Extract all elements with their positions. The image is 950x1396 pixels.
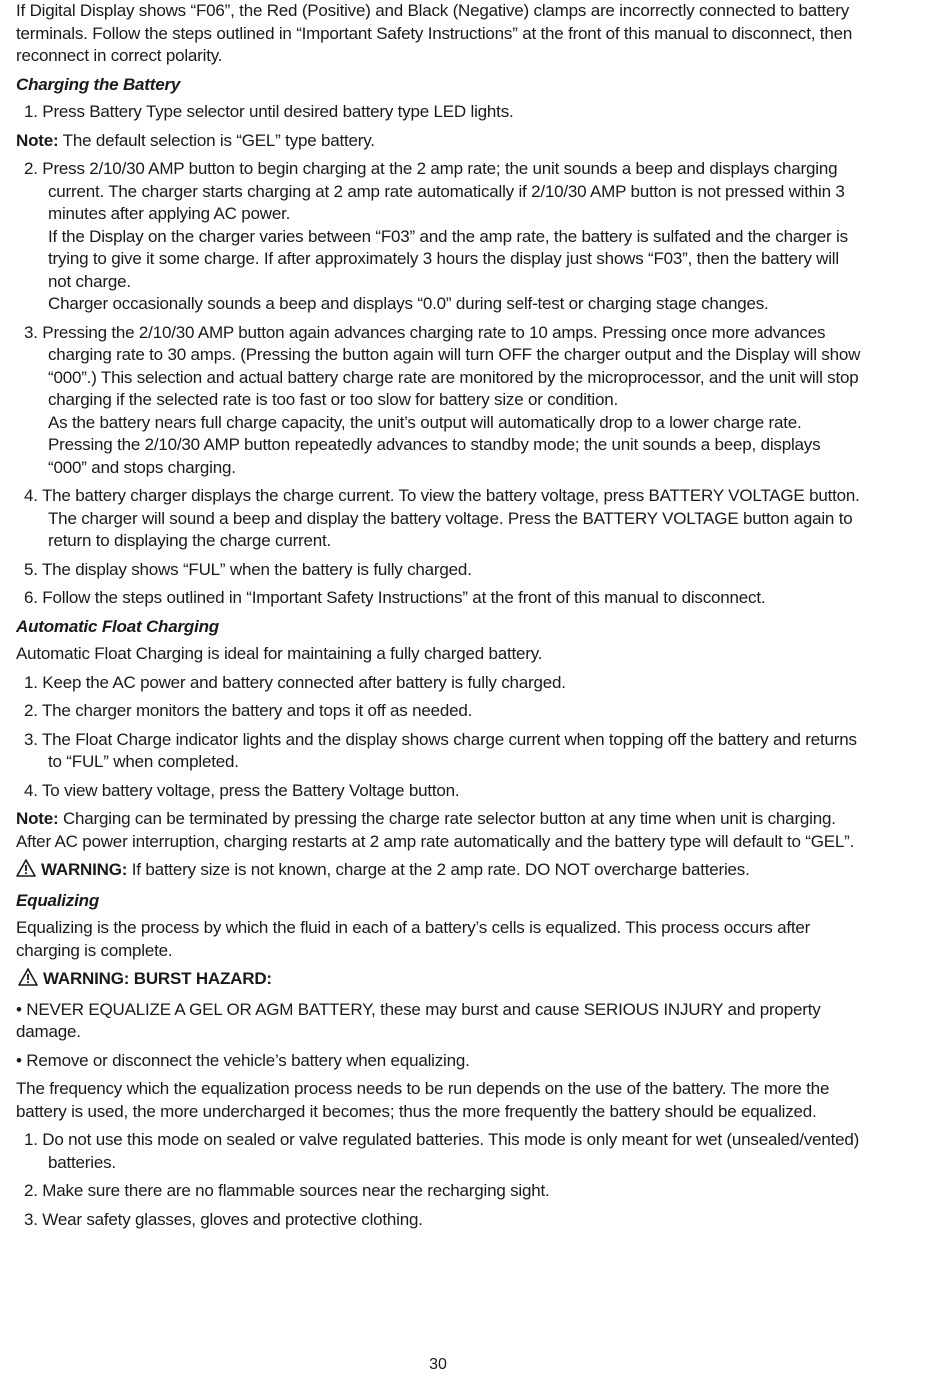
- warning-triangle-icon: [18, 968, 38, 993]
- equalizing-step-3: 3. Wear safety glasses, gloves and protective clothing.: [24, 1209, 423, 1229]
- warning-label: WARNING:: [41, 860, 128, 879]
- charging-note: [16, 130, 862, 153]
- equalizing-bullet-1: • NEVER EQUALIZE A GEL OR AGM BATTERY, these may burst and cause SERIOUS INJURY and property damage.: [16, 999, 821, 1041]
- charging-heading: Charging the Battery: [16, 74, 181, 94]
- float-note: [16, 808, 862, 853]
- equalizing-section: [16, 890, 862, 1232]
- note-text: The default selection is “GEL” type battery.: [58, 130, 375, 150]
- equalizing-frequency: The frequency which the equalization process needs to be run depends on the use of the battery. The more the battery is used, the more undercharged it becomes; thus the more frequently the battery should be equalized.: [16, 1079, 830, 1121]
- equalizing-bullet-2: • Remove or disconnect the vehicle’s battery when equalizing.: [16, 1050, 470, 1070]
- charging-step-3-para-3: Pressing the 2/10/30 AMP button repeatedly advances to standby mode; the unit sounds a beep, displays “000” and stops charging.: [48, 435, 821, 477]
- charging-step-2-para-3: Charger occasionally sounds a beep and displays “0.0” during self-test or charging stage changes.: [48, 294, 769, 313]
- equalizing-intro: Equalizing is the process by which the fluid in each of a battery’s cells is equalized. This process occurs after charging is complete.: [16, 918, 811, 960]
- note-text: Charging can be terminated by pressing the charge rate selector button at any time when unit is charging. After AC power interruption, charging restarts at 2 amp rate automatically and the battery type will default to “GEL”.: [16, 809, 855, 851]
- float-step-3: 3. The Float Charge indicator lights and the display shows charge current when topping off the battery and returns to “FUL” when completed.: [24, 729, 857, 771]
- float-intro: Automatic Float Charging is ideal for maintaining a fully charged battery.: [16, 644, 543, 663]
- float-step-2: 2. The charger monitors the battery and tops it off as needed.: [24, 701, 473, 720]
- float-heading: Automatic Float Charging: [16, 616, 219, 636]
- warning-text: If battery size is not known, charge at the 2 amp rate. DO NOT overcharge batteries.: [127, 860, 750, 879]
- charging-step-2-para-2: If the Display on the charger varies between “F03” and the amp rate, the battery is sulfated and the charger is trying to give it some charge. If after approximately 3 hours the display just shows “F03”, then the battery will not charge.: [48, 226, 848, 291]
- charging-step-1: 1. Press Battery Type selector until desired battery type LED lights.: [24, 102, 514, 121]
- note-label: Note:: [16, 130, 59, 150]
- equalizing-step-2: 2. Make sure there are no flammable sources near the recharging sight.: [24, 1181, 550, 1200]
- charging-step-3-para-2: As the battery nears full charge capacity, the unit’s output will automatically drop to a lower charge rate.: [48, 412, 802, 432]
- page-number: 30: [429, 1356, 447, 1373]
- manual-page: [16, 0, 862, 1237]
- float-step-1: 1. Keep the AC power and battery connected after battery is fully charged.: [24, 672, 566, 692]
- equalizing-step-1: 1. Do not use this mode on sealed or valve regulated batteries. This mode is only meant for wet (unsealed/vented) batteries.: [24, 1130, 860, 1172]
- note-label: Note:: [16, 809, 59, 828]
- float-step-4: 4. To view battery voltage, press the Battery Voltage button.: [24, 780, 460, 800]
- charging-step-3: 3. Pressing the 2/10/30 AMP button again advances charging rate to 10 amps. Pressing once more advances charging rate to 30 amps. (Pressing the button again will turn OFF the charger output and the Display will show “000”.) This selection and actual battery charge rate are monitored by the microprocessor, and the unit will stop charging if the selected rate is too fast or too slow for battery size or condition.: [24, 322, 861, 409]
- float-warning: [16, 859, 862, 884]
- charging-section: [16, 74, 862, 610]
- charging-step-2: 2. Press 2/10/30 AMP button to begin charging at the 2 amp rate; the unit sounds a beep and displays charging current. The charger starts charging at 2 amp rate automatically if 2/10/30 AMP button is not pressed within 3 minutes after applying AC power.: [24, 159, 845, 223]
- charging-step-6: 6. Follow the steps outlined in “Important Safety Instructions” at the front of this manual to disconnect.: [24, 588, 766, 607]
- warning-triangle-icon: [16, 859, 36, 884]
- float-section: [16, 616, 862, 884]
- charging-step-5: 5. The display shows “FUL” when the battery is fully charged.: [24, 559, 472, 579]
- warning-label: WARNING: BURST HAZARD:: [43, 969, 272, 988]
- intro-paragraph: If Digital Display shows “F06”, the Red (Positive) and Black (Negative) clamps are incorrectly connected to battery terminals. Follow the steps outlined in “Important Safety Instructions” at the front of this manual to disconnect, then reconnect in correct polarity.: [16, 1, 853, 65]
- equalizing-heading: Equalizing: [16, 890, 100, 910]
- charging-step-4: 4. The battery charger displays the charge current. To view the battery voltage, press BATTERY VOLTAGE button. The charger will sound a beep and display the battery voltage. Press the BATTERY VOLTAGE button again to return to displaying the charge current.: [24, 486, 860, 550]
- burst-hazard-warning: [18, 968, 862, 993]
